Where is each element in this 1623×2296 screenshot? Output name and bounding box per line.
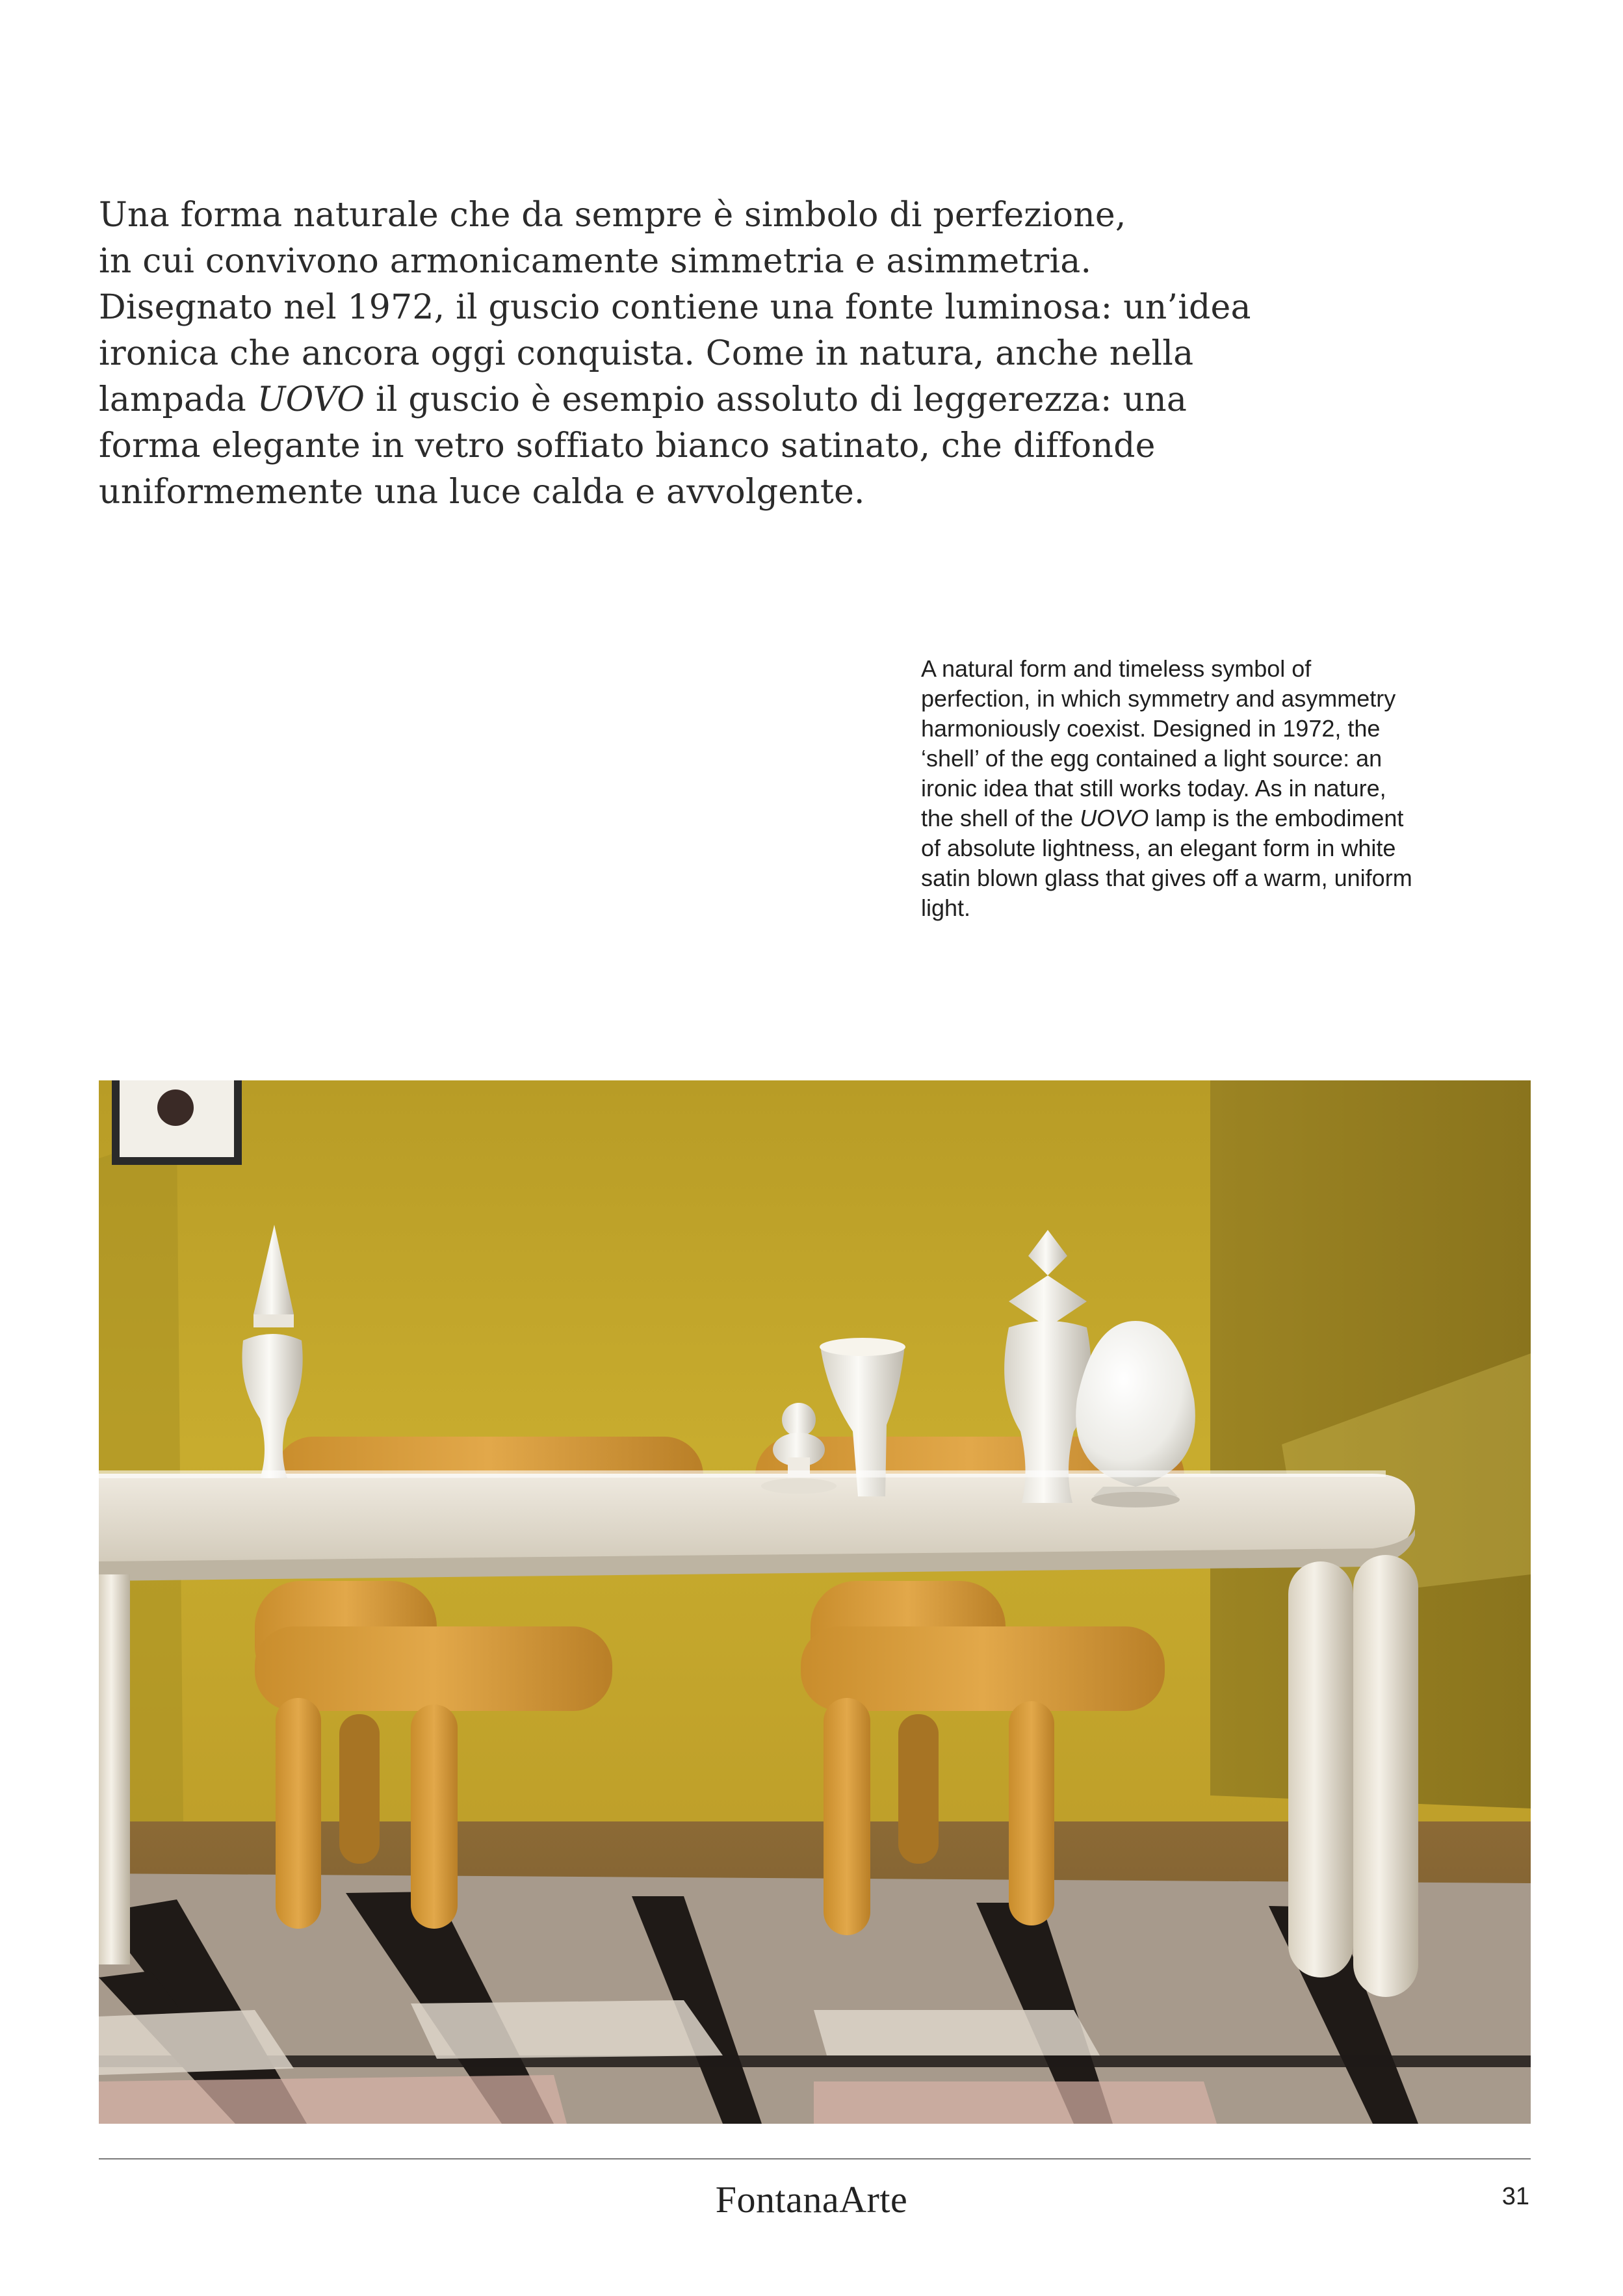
english-line-8: satin blown glass that gives off a warm, uniform [921,865,1412,891]
italian-line-5 [99,377,1334,423]
italian-line-6: forma elegante in vetro soffiato bianco satinato, che diffonde [99,426,1156,465]
italian-line-4: ironica che ancora oggi conquista. Come in natura, anche nella [99,334,1194,373]
product-name-uovo-en: UOVO [1080,805,1149,831]
italian-line-7: uniformemente una luce calda e avvolgente. [99,473,865,512]
italian-description [99,192,1334,515]
interior-photo [99,1080,1531,2124]
english-line-3: harmoniously coexist. Designed in 1972, the [921,715,1381,742]
english-line-1: A natural form and timeless symbol of [921,655,1312,682]
english-line-4: ‘shell’ of the egg contained a light source: an [921,745,1383,772]
product-name-uovo: UOVO [257,380,365,419]
brand-logo: FontanaArte [715,2178,908,2221]
photo-illustration [99,1080,1531,2124]
english-description [921,654,1539,923]
italian-line-5-end: il guscio è esempio assoluto di leggerezza: una [376,380,1188,419]
english-line-6 [921,803,1539,833]
footer-rule [99,2158,1531,2159]
english-line-7: of absolute lightness, an elegant form in white [921,835,1396,861]
english-line-9: light. [921,894,971,921]
english-line-2: perfection, in which symmetry and asymmetry [921,685,1396,712]
english-line-6-end: lamp is the embodiment [1155,805,1404,831]
italian-line-1: Una forma naturale che da sempre è simbolo di perfezione, [99,196,1126,235]
english-line-6-start: the shell of the [921,805,1074,831]
italian-line-3: Disegnato nel 1972, il guscio contiene una fonte luminosa: un’idea [99,288,1251,327]
page-number: 31 [1501,2183,1529,2210]
italian-line-5-start: lampada [99,380,246,419]
english-line-5: ironic idea that still works today. As in nature, [921,775,1386,802]
italian-line-2: in cui convivono armonicamente simmetria e asimmetria. [99,242,1092,281]
